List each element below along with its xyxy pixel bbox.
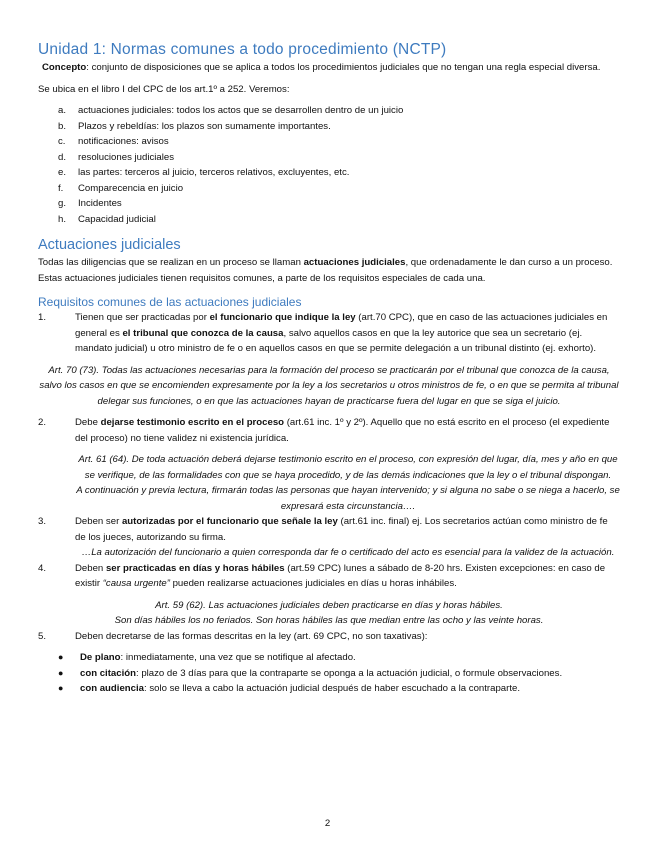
requirement-text <box>75 514 620 545</box>
bold-span: De plano <box>80 652 121 663</box>
list-item-text <box>80 666 562 682</box>
list-item <box>38 666 620 682</box>
list-item-text: Incidentes <box>78 198 122 209</box>
list-marker: 3. <box>38 516 47 527</box>
page-number: 2 <box>324 818 331 829</box>
bold-span: con audiencia <box>80 683 144 694</box>
bold-span: ser practicadas en días y horas hábiles <box>105 562 285 574</box>
text-span: (art.70 CPC), que en caso de las actuaciones judiciales en general es <box>75 312 608 339</box>
bullet-icon: ● <box>58 652 64 662</box>
list-item-text <box>80 681 520 697</box>
list-marker: h. <box>58 213 67 225</box>
requirement-text <box>75 561 620 592</box>
list-item <box>38 212 620 228</box>
list-marker: 4. <box>38 562 47 574</box>
text-span: , salvo aquellos casos en que la ley autorice que sea un secretario (ej. mandato judicial) u otro ministro de fe o en aquellos casos en que se permite delegación a un tribunal distinto (ej. exhorto). <box>75 327 597 354</box>
concept-text: : conjunto de disposiciones que se aplica a todos los procedimientos judiciales que no tengan una regla especial diversa. <box>86 62 601 73</box>
list-marker: 2. <box>38 417 47 428</box>
intro-bold: actuaciones judiciales <box>303 257 406 268</box>
text-span: (art.59 CPC) lunes a sábado de 8-20 hrs. Existen excepciones: en caso de existir <box>75 562 606 589</box>
list-item <box>38 650 620 666</box>
law-quote-authorization: …La autorización del funcionario a quien corresponda dar fe o certificado del acto es esencial para la validez de la actuación. <box>81 547 615 558</box>
bullet-icon: ● <box>58 667 64 678</box>
list-item-text: resoluciones judiciales <box>78 151 174 163</box>
list-marker: g. <box>58 198 67 209</box>
requirement-3 <box>38 514 620 545</box>
list-item <box>38 134 620 150</box>
intro-text: Todas las diligencias que se realizan en un proceso se llaman <box>38 257 304 268</box>
requirement-4 <box>38 561 620 592</box>
requirement-1 <box>38 310 620 357</box>
list-item-text: las partes: terceros al juicio, terceros relativos, excluyentes, etc. <box>78 167 350 178</box>
list-item-text <box>80 650 356 666</box>
list-marker: b. <box>58 120 67 132</box>
list-item <box>38 119 620 135</box>
list-item-text: actuaciones judiciales: todos los actos que se desarrollen dentro de un juicio <box>78 105 404 116</box>
requirement-text: Deben decretarse de las formas descritas en la ley (art. 69 CPC, no son taxativas): <box>75 630 428 642</box>
text-span: : inmediatamente, una vez que se notifique al afectado. <box>120 652 356 663</box>
law-quote-art70: Art. 70 (73). Todas las actuaciones necesarias para la formación del proceso se practicarán por el tribunal que conozca de la causa, salvo los casos en que se encomienden expresamente por la ley a los secretarios u otros ministros de fe, o en que se permita al tribunal delegar sus funciones, o en que las actuaciones hayan de practicarse fuera del lugar en que se siga el juicio. <box>39 364 619 407</box>
requirement-5 <box>38 629 620 645</box>
section-heading: Actuaciones judiciales <box>38 237 181 253</box>
topics-list <box>38 103 620 227</box>
list-marker: 1. <box>38 312 47 323</box>
list-marker: f. <box>58 182 64 194</box>
bold-span: dejarse testimonio escrito en el proceso <box>100 417 285 428</box>
list-item <box>38 681 620 697</box>
list-marker: c. <box>58 136 66 147</box>
text-span: Debe <box>75 417 101 428</box>
italic-span: “causa urgente” <box>102 578 170 589</box>
bold-span: el funcionario que indique la ley <box>209 312 356 323</box>
list-item <box>38 103 620 119</box>
list-item-text: notificaciones: avisos <box>78 136 169 147</box>
list-marker: e. <box>58 167 67 178</box>
location-paragraph: Se ubica en el libro I del CPC de los art.1º a 252. Veremos: <box>38 83 290 95</box>
page-content <box>38 40 620 697</box>
law-quote-art61: Art. 61 (64). De toda actuación deberá dejarse testimonio escrito en el proceso, con expresión del lugar, día, mes y año en que se verifique, de las formalidades con que se haya procedido, y de las demás indicaciones que la ley o el tribunal dispongan. <box>78 454 618 481</box>
bold-span: el tribunal que conozca de la causa <box>122 327 284 339</box>
text-span: : solo se lleva a cabo la actuación judicial después de haber escuchado a la contraparte. <box>143 683 520 694</box>
list-item <box>38 165 620 181</box>
text-span: Deben ser <box>75 516 122 527</box>
law-quote-art59-cont: Son días hábiles los no feriados. Son horas hábiles las que median entre las ocho y las veinte horas. <box>114 615 544 626</box>
list-marker: d. <box>58 151 67 163</box>
list-item <box>38 196 620 212</box>
list-item-text: Comparecencia en juicio <box>78 182 184 194</box>
text-span: (art.61 inc. final) ej. Los secretarios actúan como ministro de fe de los jueces, autorizando su firma. <box>75 516 608 543</box>
intro-paragraph <box>38 255 620 286</box>
law-quote-art61-cont: A continuación y previa lectura, firmarán todas las personas que hayan intervenido; y si alguna no sabe o se niega a hacerlo, se expresará esta circunstancia…. <box>76 485 620 512</box>
list-item-text: Capacidad judicial <box>78 213 156 225</box>
unit-heading: Unidad 1: Normas comunes a todo procedimiento (NCTP) <box>38 41 447 58</box>
list-marker: a. <box>58 105 67 116</box>
list-item <box>38 181 620 197</box>
list-marker: 5. <box>38 630 47 642</box>
list-item-text: Plazos y rebeldías: los plazos son sumamente importantes. <box>78 120 331 132</box>
decree-forms-list <box>38 650 620 697</box>
concept-term: Concepto <box>42 62 87 73</box>
text-span: pueden realizarse actuaciones judiciales en días u horas inhábiles. <box>169 578 457 589</box>
requirement-2 <box>38 415 620 446</box>
text-span: Tienen que ser practicadas por <box>75 312 210 323</box>
text-span: (art.61 inc. 1º y 2º). Aquello que no está escrito en el proceso (el expediente del proceso) no tiene validez ni existencia jurídica. <box>75 417 610 444</box>
text-span: Deben <box>75 562 106 574</box>
requirement-text <box>75 415 620 446</box>
concept-paragraph <box>38 60 620 76</box>
bullet-icon: ● <box>58 683 64 693</box>
bold-span: autorizadas por el funcionario que señale la ley <box>121 516 338 527</box>
bold-span: con citación <box>80 667 136 679</box>
list-item <box>38 150 620 166</box>
requirement-text <box>75 310 620 357</box>
intro-text: , que ordenadamente le dan curso a un proceso. Estas actuaciones judiciales tienen requisitos comunes, a parte de los requisitos especiales de cada una. <box>38 257 613 284</box>
subsection-heading: Requisitos comunes de las actuaciones judiciales <box>38 295 302 309</box>
law-quote-art59: Art. 59 (62). Las actuaciones judiciales deben practicarse en días y horas hábiles. <box>155 599 503 611</box>
text-span: : plazo de 3 días para que la contraparte se oponga a la actuación judicial, o formule observaciones. <box>135 667 563 679</box>
